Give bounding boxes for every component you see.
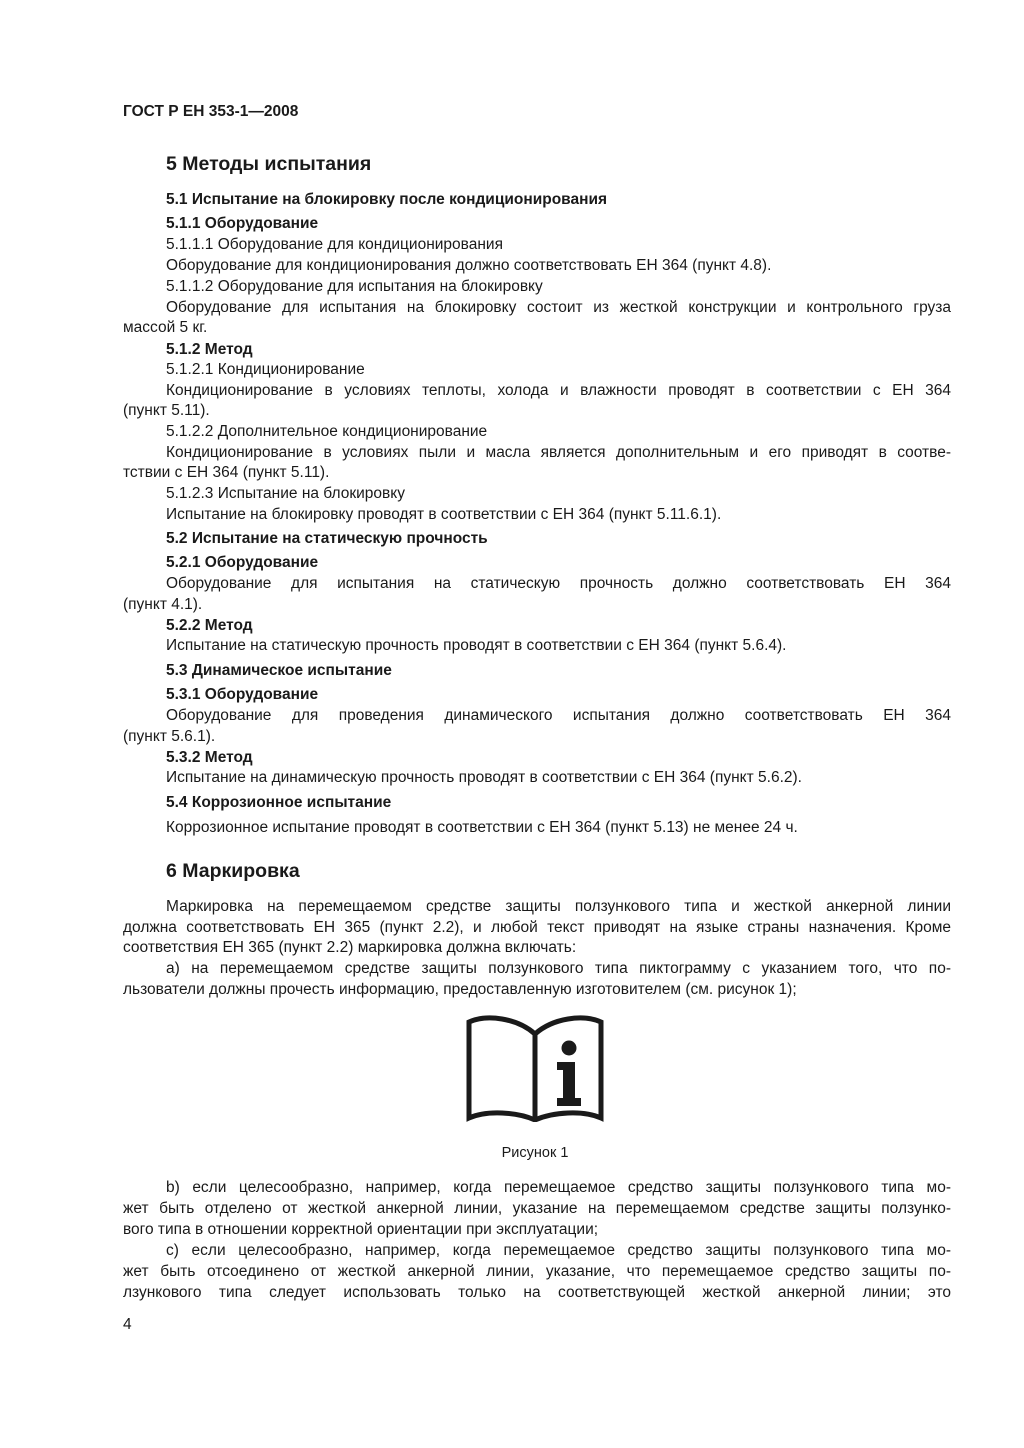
list-item-b-cont: жет быть отделено от жесткой анкерной линии, указание на перемещаемом средстве защиты ползунко- bbox=[123, 1200, 951, 1217]
section-5-1-2-1-heading: 5.1.2.1 Кондиционирование bbox=[166, 361, 365, 378]
list-item-b-cont: вого типа в отношении корректной ориентации при эксплуатации; bbox=[123, 1221, 599, 1238]
section-5-title: 5 Методы испытания bbox=[166, 153, 372, 175]
section-5-2-heading: 5.2 Испытание на статическую прочность bbox=[166, 530, 488, 547]
section-5-4-heading: 5.4 Коррозионное испытание bbox=[166, 794, 392, 811]
paragraph: Кондиционирование в условиях пыли и масла является дополнительным и его приводят в соотве- bbox=[166, 444, 951, 461]
paragraph: Оборудование для кондиционирования должно соответствовать ЕН 364 (пункт 4.8). bbox=[166, 257, 772, 274]
paragraph: Испытание на динамическую прочность проводят в соответствии с ЕН 364 (пункт 5.6.2). bbox=[166, 769, 802, 786]
section-5-2-2-heading: 5.2.2 Метод bbox=[166, 617, 253, 634]
paragraph: должна соответствовать ЕН 365 (пункт 2.2), и любой текст приводят на языке страны назначения. Кроме bbox=[123, 919, 951, 936]
page-number: 4 bbox=[123, 1316, 132, 1333]
section-6-title: 6 Маркировка bbox=[166, 860, 300, 882]
figure-caption: Рисунок 1 bbox=[501, 1145, 569, 1161]
section-5-1-1-2-heading: 5.1.1.2 Оборудование для испытания на блокировку bbox=[166, 278, 543, 295]
section-5-3-heading: 5.3 Динамическое испытание bbox=[166, 662, 392, 679]
section-5-1-1-1-heading: 5.1.1.1 Оборудование для кондиционирования bbox=[166, 236, 503, 253]
paragraph: Оборудование для проведения динамического испытания должно соответствовать ЕН 364 bbox=[166, 707, 951, 724]
list-item-b: b) если целесообразно, например, когда перемещаемое средство защиты ползункового типа мо- bbox=[166, 1179, 951, 1196]
paragraph: соответствия ЕН 365 (пункт 2.2) маркировка должна включать: bbox=[123, 939, 577, 956]
paragraph: (пункт 5.11). bbox=[123, 402, 210, 419]
list-item-a: a) на перемещаемом средстве защиты ползункового типа пиктограмму с указанием того, что по- bbox=[166, 960, 951, 977]
section-5-1-2-2-heading: 5.1.2.2 Дополнительное кондиционирование bbox=[166, 423, 488, 440]
paragraph: тствии с ЕН 364 (пункт 5.11). bbox=[123, 464, 330, 481]
section-5-1-1-heading: 5.1.1 Оборудование bbox=[166, 215, 319, 232]
list-item-c-cont: жет быть отсоединено от жесткой анкерной линии, указание, что перемещаемое средство защиты по- bbox=[123, 1263, 951, 1280]
paragraph: (пункт 5.6.1). bbox=[123, 728, 216, 745]
list-item-a-cont: льзователи должны прочесть информацию, предоставленную изготовителем (см. рисунок 1); bbox=[123, 981, 797, 998]
document-id: ГОСТ Р ЕН 353-1—2008 bbox=[123, 103, 299, 120]
section-5-1-heading: 5.1 Испытание на блокировку после кондиционирования bbox=[166, 191, 608, 208]
paragraph: Оборудование для испытания на блокировку состоит из жесткой конструкции и контрольного груза bbox=[166, 299, 951, 316]
paragraph: Испытание на блокировку проводят в соответствии с ЕН 364 (пункт 5.11.6.1). bbox=[166, 506, 722, 523]
section-5-1-2-3-heading: 5.1.2.3 Испытание на блокировку bbox=[166, 485, 405, 502]
section-5-1-2-heading: 5.1.2 Метод bbox=[166, 341, 253, 358]
paragraph: Кондиционирование в условиях теплоты, холода и влажности проводят в соответствии с ЕН 364 bbox=[166, 382, 951, 399]
paragraph: Коррозионное испытание проводят в соответствии с ЕН 364 (пункт 5.13) не менее 24 ч. bbox=[166, 819, 798, 836]
list-item-c: c) если целесообразно, например, когда перемещаемое средство защиты ползункового типа мо- bbox=[166, 1242, 951, 1259]
paragraph: (пункт 4.1). bbox=[123, 596, 203, 613]
section-5-2-1-heading: 5.2.1 Оборудование bbox=[166, 554, 319, 571]
paragraph: Испытание на статическую прочность проводят в соответствии с ЕН 364 (пункт 5.6.4). bbox=[166, 637, 787, 654]
book-info-icon bbox=[465, 1012, 605, 1122]
list-item-c-cont: лзункового типа следует использовать только на соответствующей жесткой анкерной линии; это bbox=[123, 1284, 951, 1301]
paragraph: массой 5 кг. bbox=[123, 319, 208, 336]
paragraph: Оборудование для испытания на статическую прочность должно соответствовать ЕН 364 bbox=[166, 575, 951, 592]
section-5-3-2-heading: 5.3.2 Метод bbox=[166, 749, 253, 766]
section-5-3-1-heading: 5.3.1 Оборудование bbox=[166, 686, 319, 703]
paragraph: Маркировка на перемещаемом средстве защиты ползункового типа и жесткой анкерной линии bbox=[166, 898, 951, 915]
